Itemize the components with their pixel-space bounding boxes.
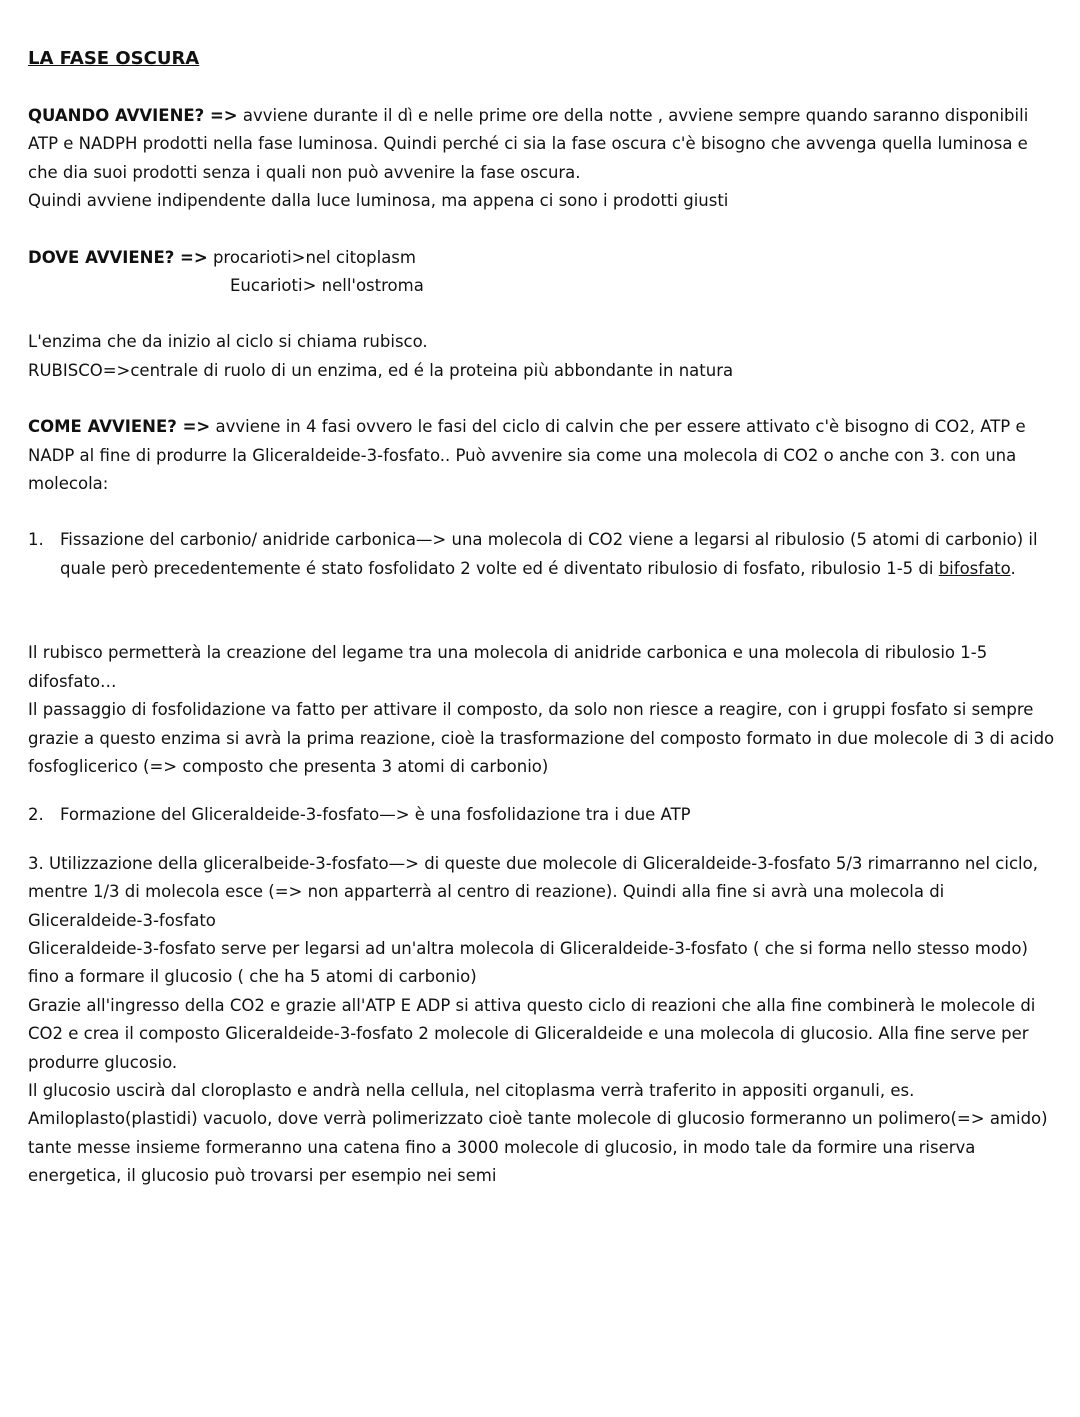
- quando-paragraph: [28, 102, 1058, 187]
- step-2: [28, 801, 1058, 829]
- come-label: COME AVVIENE? =>: [28, 417, 211, 437]
- document-page: [28, 44, 1058, 1191]
- rubisco-line-2: Il passaggio di fosfolidazione va fatto per attivare il composto, da solo non riesce a reagire, con i gruppi fosfato si sempre grazie a questo enzima si avrà la prima reazione, cioè la trasformazione del composto formato in due molecole di 3 di acido fosfoglicerico (=> composto che presenta 3 atomi di carbonio): [28, 700, 1055, 776]
- step-1-underlined: bifosfato: [938, 558, 1011, 578]
- page-title: LA FASE OSCURA: [28, 48, 200, 69]
- step-1: [28, 526, 1058, 583]
- quando-text-2: Quindi avviene indipendente dalla luce luminosa, ma appena ci sono i prodotti giusti: [28, 191, 729, 211]
- rubisco-line-1: Il rubisco permetterà la creazione del legame tra una molecola di anidride carbonica e una molecola di ribulosio 1-5 difosfato…: [28, 643, 988, 691]
- step-2-text: Formazione del Gliceraldeide-3-fosfato—> è una fosfolidazione tra i due ATP: [60, 805, 691, 825]
- step-3-paragraph-3: Grazie all'ingresso della CO2 e grazie all'ATP E ADP si attiva questo ciclo di reazioni che alla fine combinerà le molecole di CO2 e crea il composto Gliceraldeide-3-fosfato 2 molecole di Gliceraldeide e una molecola di glucosio. Alla fine serve per produrre glucosio.: [28, 995, 1036, 1072]
- come-paragraph: [28, 413, 1058, 498]
- enzima-line-1: L'enzima che da inizio al ciclo si chiama rubisco.: [28, 332, 428, 352]
- dove-line-1: procarioti>nel citoplasm: [207, 247, 416, 267]
- step-2-number: 2.: [28, 805, 44, 825]
- step-3-paragraph-2: Gliceraldeide-3-fosfato serve per legarsi ad un'altra molecola di Gliceraldeide-3-fosfato ( che si forma nello stesso modo) fino a formare il glucosio ( che ha 5 atomi di carbonio): [28, 938, 1028, 987]
- enzima-line-2: RUBISCO=>centrale di ruolo di un enzima, ed é la proteina più abbondante in natura: [28, 360, 734, 380]
- dove-line-2: Eucarioti> nell'ostroma: [230, 276, 424, 296]
- come-text: avviene in 4 fasi ovvero le fasi del ciclo di calvin che per essere attivato c'è bisogno di CO2, ATP e NADP al fine di produrre la Gliceraldeide-3-fosfato.. Può avvenire sia come una molecola di CO2 o anche con 3. con una molecola:: [28, 417, 1026, 494]
- quando-text: avviene durante il dì e nelle prime ore della notte , avviene sempre quando saranno disponibili ATP e NADPH prodotti nella fase luminosa. Quindi perché ci sia la fase oscura c'è bisogno che avvenga quella luminosa e che dia suoi prodotti senza i quali non può avvenire la fase oscura.: [28, 106, 1029, 182]
- step-3-paragraph-4: Il glucosio uscirà dal cloroplasto e andrà nella cellula, nel citoplasma verrà traferito in appositi organuli, es. Amiloplasto(plastidi) vacuolo, dove verrà polimerizzato cioè tante molecole di glucosio formeranno un polimero(=> amido) tante messe insieme formeranno una catena fino a 3000 molecole di glucosio, in modo tale da formire una riserva energetica, il glucosio può trovarsi per esempio nei semi: [28, 1080, 1048, 1186]
- step-3-text: 3. Utilizzazione della gliceralbeide-3-fosfato—> di queste due molecole di Gliceraldeide-3-fosfato 5/3 rimarranno nel ciclo, mentre 1/3 di molecola esce (=> non apparterrà al centro di reazione). Quindi alla fine si avrà una molecola di Gliceraldeide-3-fosfato: [28, 853, 1038, 930]
- dove-paragraph: [28, 244, 1058, 272]
- step-1-body: Fissazione del carbonio/ anidride carbonica—> una molecola di CO2 viene a legarsi al ribulosio (5 atomi di carbonio) il quale però precedentemente é stato fosfolidato 2 volte ed é diventato ribulosio di fosfato, ribulosio 1-5 di: [60, 530, 1038, 578]
- quando-label: QUANDO AVVIENE? =>: [28, 106, 238, 125]
- dove-label: DOVE AVVIENE? =>: [28, 247, 208, 267]
- step-1-end: .: [1010, 558, 1016, 578]
- step-1-number: 1.: [28, 530, 44, 550]
- step-1-text: [60, 526, 1058, 583]
